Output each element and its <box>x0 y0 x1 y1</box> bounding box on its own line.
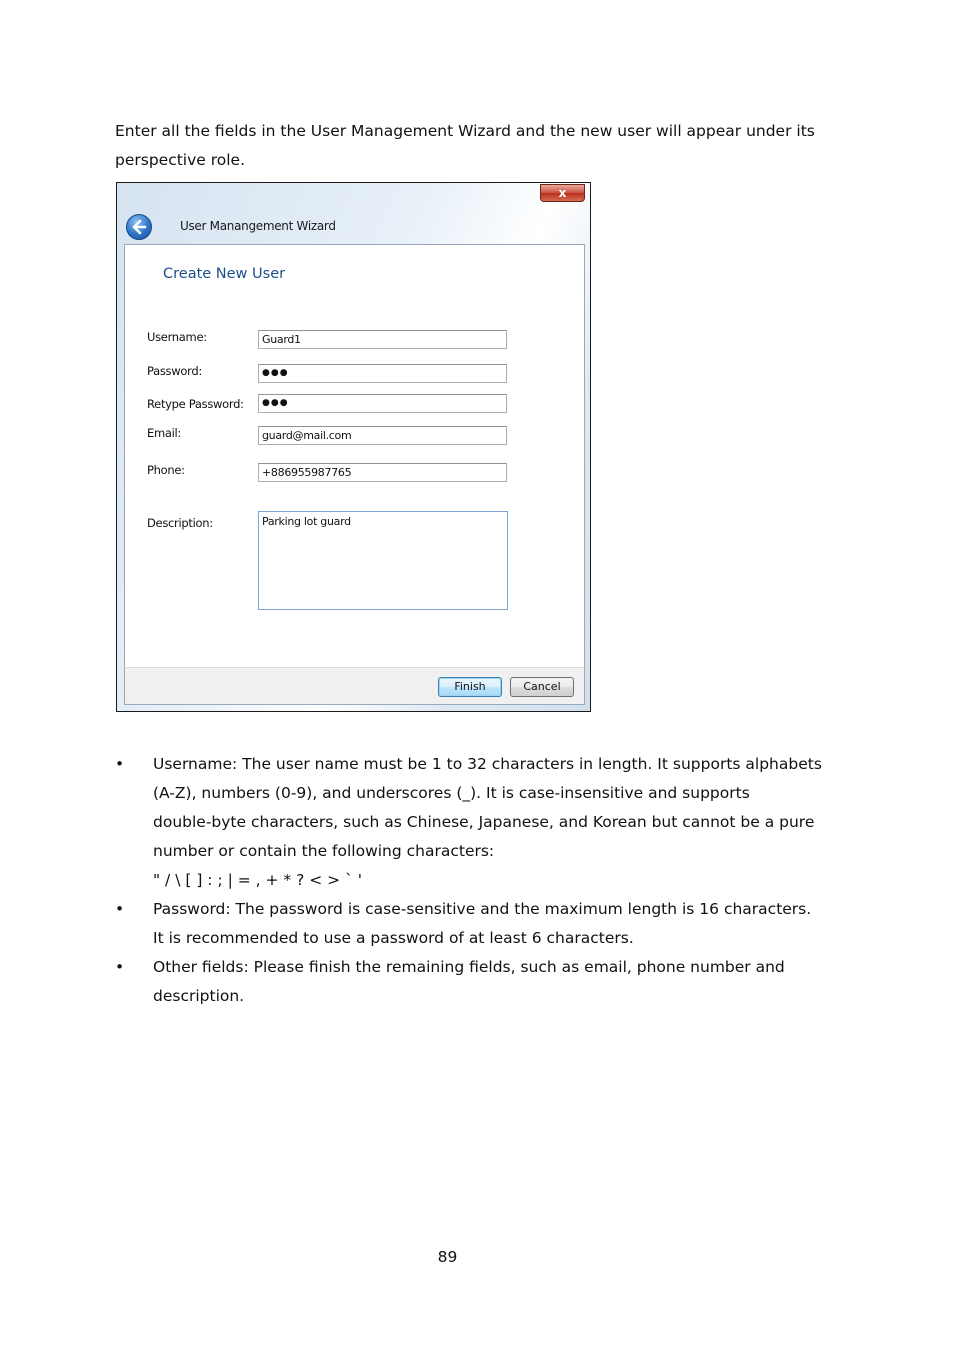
list-line: number or contain the following characters: <box>153 842 495 860</box>
password-input[interactable]: ●●● <box>258 364 507 383</box>
description-label: Description: <box>147 516 213 530</box>
wizard-content <box>124 244 585 667</box>
list-line: Username: The user name must be 1 to 32 characters in length. It supports alphabets <box>153 755 822 773</box>
bullet-marker: • <box>115 900 125 918</box>
bullet-marker: • <box>115 755 125 773</box>
list-line: Password: The password is case-sensitive and the maximum length is 16 characters. <box>153 900 812 918</box>
close-button[interactable]: x <box>540 184 585 202</box>
field-rules-list <box>115 750 855 1011</box>
list-line: Other fields: Please finish the remaining fields, such as email, phone number and <box>153 958 785 976</box>
wizard-title: User Manangement Wizard <box>180 219 336 233</box>
list-line: It is recommended to use a password of at least 6 characters. <box>153 929 634 947</box>
list-line: description. <box>153 987 245 1005</box>
username-label: Username: <box>147 330 207 344</box>
list-line: (A-Z), numbers (0-9), and underscores (_). It is case-insensitive and supports <box>153 784 750 802</box>
user-management-wizard-dialog <box>116 182 591 712</box>
list-line: double-byte characters, such as Chinese, Japanese, and Korean but cannot be a pure <box>153 813 815 831</box>
list-item-password <box>115 895 855 953</box>
phone-label: Phone: <box>147 463 185 477</box>
password-label: Password: <box>147 364 202 378</box>
retype-password-label: Retype Password: <box>147 397 244 411</box>
finish-button[interactable]: Finish <box>438 677 502 697</box>
intro-paragraph: Enter all the fields in the User Management Wizard and the new user will appear under its perspective role. <box>115 122 815 169</box>
back-button[interactable] <box>126 214 152 240</box>
description-textarea[interactable]: Parking lot guard <box>258 511 508 610</box>
wizard-footer <box>124 667 585 705</box>
cancel-button[interactable]: Cancel <box>510 677 574 697</box>
page-number: 89 <box>437 1248 458 1266</box>
bullet-marker: • <box>115 958 125 976</box>
list-item-other-fields <box>115 953 855 1011</box>
back-arrow-icon <box>131 219 147 235</box>
email-input[interactable]: guard@mail.com <box>258 426 507 445</box>
list-line: " / \ [ ] : ; | = , + * ? < > ` ' <box>153 871 363 889</box>
list-item-username <box>115 750 855 895</box>
email-label: Email: <box>147 426 181 440</box>
retype-password-input[interactable]: ●●● <box>258 394 507 413</box>
page-heading: Create New User <box>163 266 286 282</box>
phone-input[interactable]: +886955987765 <box>258 463 507 482</box>
username-input[interactable]: Guard1 <box>258 330 507 349</box>
